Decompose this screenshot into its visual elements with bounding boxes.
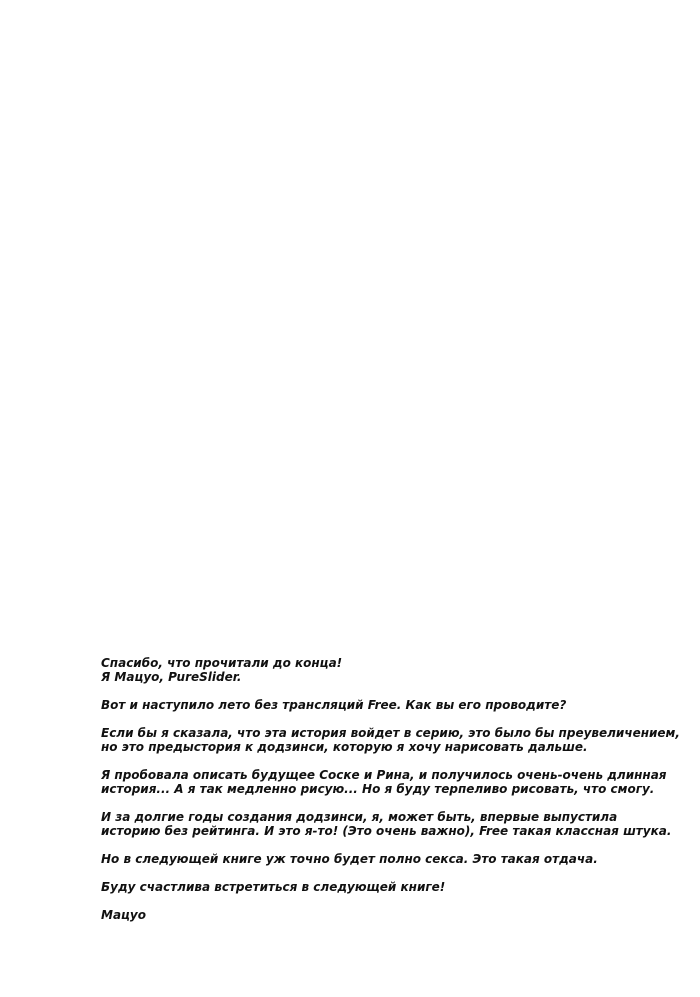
author-name: Мацуо xyxy=(101,908,146,922)
text-line: Вот и наступило лето без трансляций Free. Как вы его проводите? xyxy=(101,698,567,712)
paragraph-series xyxy=(101,726,680,754)
text-line: но это предыстория к додзинси, которую я хочу нарисовать дальше. xyxy=(101,740,588,754)
text-line: Я Мацуо, PureSlider. xyxy=(101,670,242,684)
paragraph-summer xyxy=(101,698,671,712)
text-line: Но в следующей книге уж точно будет полно секса. Это такая отдача. xyxy=(101,852,598,866)
text-line: историю без рейтинга. И это я-то! (Это очень важно), Free такая классная штука. xyxy=(101,824,672,838)
afterword-text-block xyxy=(101,656,680,922)
text-line: Буду счастлива встретиться в следующей книге! xyxy=(101,880,446,894)
text-line: история... А я так медленно рисую... Но я буду терпеливо рисовать, что смогу. xyxy=(101,782,655,796)
paragraph-next-book xyxy=(101,852,671,866)
paragraph-future xyxy=(101,768,671,796)
paragraph-farewell xyxy=(101,880,671,894)
signature xyxy=(101,908,671,922)
paragraph-rating xyxy=(101,810,671,838)
text-line: Спасибо, что прочитали до конца! xyxy=(101,656,343,670)
text-line: И за долгие годы создания додзинси, я, может быть, впервые выпустила xyxy=(101,810,618,824)
paragraph-thanks xyxy=(101,656,671,684)
text-line: Если бы я сказала, что эта история войдет в серию, это было бы преувеличением, xyxy=(101,726,680,740)
text-line: Я пробовала описать будущее Соске и Рина, и получилось очень-очень длинная xyxy=(101,768,667,782)
